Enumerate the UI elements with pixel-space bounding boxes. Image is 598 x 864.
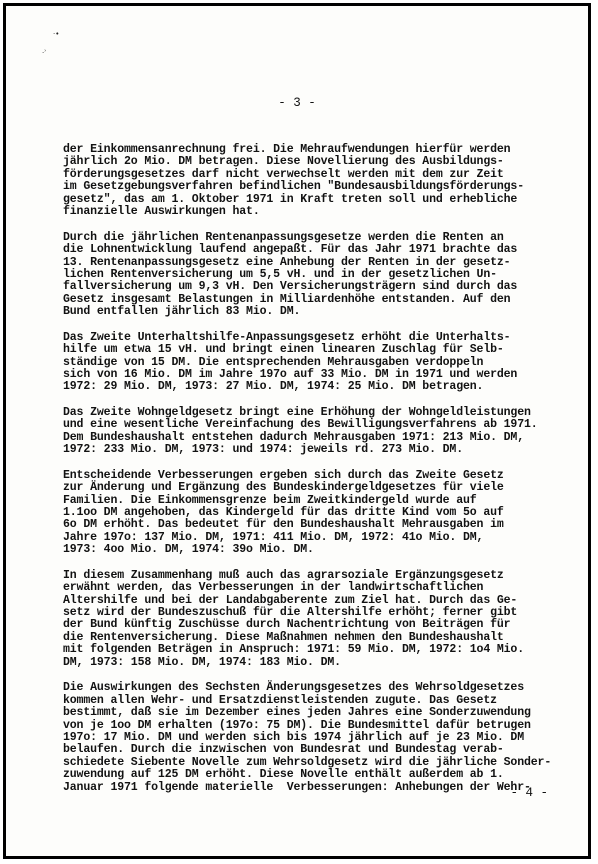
text-line: mit folgenden Beträgen in Anspruch: 1971: 59 Mio. DM, 1972: 1o4 Mio. — [63, 643, 524, 657]
scan-speck: ·ʾ — [42, 49, 47, 57]
text-line: 13. Rentenanpassungsgesetz eine Anhebung der Renten in der gesetz- — [63, 255, 511, 269]
paragraph — [63, 470, 578, 557]
page-number: - 3 - — [278, 96, 316, 110]
paragraph — [63, 570, 578, 670]
text-line: der Einkommensanrechnung frei. Die Mehraufwendungen hierfür werden — [63, 143, 511, 156]
paragraph — [63, 232, 578, 319]
text-line: 6o DM erhöht. Das bedeutet für den Bundeshaushalt Mehrausgaben im — [63, 518, 504, 532]
document-page — [3, 3, 591, 859]
text-line: 1.1oo DM angehoben, das Kindergeld für das dritte Kind vom 5o auf — [63, 505, 504, 519]
next-page-indicator: - 4 - — [510, 786, 548, 800]
text-line: fallversicherung um 9,3 vH. Den Versicherungsträgern sind durch das — [63, 280, 518, 294]
text-line: DM, 1973: 158 Mio. DM, 1974: 183 Mio. DM. — [63, 655, 341, 669]
text-line: 197o: 17 Mio. DM und werden sich bis 1974 jährlich auf je 23 Mio. DM — [63, 730, 524, 744]
document-body — [63, 144, 578, 807]
text-line: förderungsgesetzes darf nicht verwechselt werden mit dem zur Zeit — [63, 167, 504, 181]
text-line: In diesem Zusammenhang muß auch das agrarsoziale Ergänzungsgesetz — [63, 568, 504, 582]
paragraph — [63, 144, 578, 219]
text-line: 1973: 4oo Mio. DM, 1974: 39o Mio. DM. — [63, 543, 314, 557]
text-line: 1972: 233 Mio. DM, 1973: und 1974: jeweils rd. 273 Mio. DM. — [63, 443, 463, 457]
text-line: bestimmt, daß sie im Dezember eines jeden Jahres eine Sonderzuwendung — [63, 706, 531, 720]
text-line: die Lohnentwicklung laufend angepaßt. Für das Jahr 1971 brachte das — [63, 243, 518, 257]
text-line: ständige von 15 DM. Die entsprechenden Mehrausgaben verdoppeln — [63, 355, 484, 369]
paragraph — [63, 332, 578, 394]
text-line: die Rentenversicherung. Diese Maßnahmen nehmen den Bundeshaushalt — [63, 630, 504, 644]
text-line: Das Zweite Unterhaltshilfe-Anpassungsgesetz erhöht die Unterhalts- — [63, 330, 511, 344]
text-line: jährlich 2o Mio. DM betragen. Diese Novellierung des Ausbildungs- — [63, 155, 504, 169]
text-line: Entscheidende Verbesserungen ergeben sich durch das Zweite Gesetz — [63, 468, 504, 482]
text-line: der Bund künftig Zuschüsse durch Nachentrichtung von Beiträgen für — [63, 618, 511, 632]
text-line: im Gesetzgebungsverfahren befindlichen "Bundesausbildungsförderungs- — [63, 180, 524, 194]
text-line: schiedete Siebente Novelle zum Wehrsoldgesetz wird die jährliche Sonder- — [63, 755, 552, 769]
paragraph — [63, 682, 578, 794]
text-line: kommen allen Wehr- und Ersatzdienstleistenden zugute. Das Gesetz — [63, 693, 497, 707]
text-line: Januar 1971 folgende materielle Verbesserungen: Anhebungen der Wehr- — [63, 780, 531, 794]
text-line: 1972: 29 Mio. DM, 1973: 27 Mio. DM, 1974: 25 Mio. DM betragen. — [63, 380, 484, 394]
text-line: Bund entfallen jährlich 83 Mio. DM. — [63, 305, 301, 319]
text-line: hilfe um etwa 15 vH. und bringt einen linearen Zuschlag für Selb- — [63, 343, 504, 357]
text-line: Altershilfe und bei der Landabgaberente zum Ziel hat. Durch das Ge- — [63, 593, 518, 607]
text-line: sich von 16 Mio. DM im Jahre 197o auf 33 Mio. DM in 1971 und werden — [63, 368, 518, 381]
text-line: Durch die jährlichen Rentenanpassungsgesetze werden die Renten an — [63, 230, 504, 244]
text-line: Gesetz insgesamt Belastungen in Milliardenhöhe entstanden. Auf den — [63, 292, 511, 306]
text-line: zuwendung auf 125 DM erhöht. Diese Novelle enthält außerdem ab 1. — [63, 768, 504, 782]
text-line: finanzielle Auswirkungen hat. — [63, 205, 260, 219]
text-line: zur Änderung und Ergänzung des Bundeskindergeldgesetzes für viele — [63, 481, 504, 495]
text-line: erwähnt werden, das Verbesserungen in der landwirtschaftlichen — [63, 581, 484, 595]
text-line: setz wird der Bundeszuschuß für die Altershilfe erhöht; ferner gibt — [63, 606, 518, 619]
text-line: von je 1oo DM erhalten (197o: 75 DM). Die Bundesmittel dafür betrugen — [63, 718, 531, 732]
text-line: gesetz", das am 1. Oktober 1971 in Kraft treten soll und erhebliche — [63, 192, 518, 206]
scan-speck: ·• — [53, 30, 60, 38]
text-line: und eine wesentliche Vereinfachung des Bewilligungsverfahrens ab 1971. — [63, 418, 538, 432]
text-line: Die Auswirkungen des Sechsten Änderungsgesetzes des Wehrsoldgesetzes — [63, 681, 524, 695]
text-line: Familien. Die Einkommensgrenze beim Zweitkindergeld wurde auf — [63, 493, 477, 507]
text-line: Dem Bundeshaushalt entstehen dadurch Mehrausgaben 1971: 213 Mio. DM, — [63, 430, 524, 444]
text-line: Das Zweite Wohngeldgesetz bringt eine Erhöhung der Wohngeldleistungen — [63, 405, 531, 419]
text-line: lichen Rentenversicherung um 5,5 vH. und in der gesetzlichen Un- — [63, 267, 497, 281]
paragraph — [63, 407, 578, 457]
text-line: belaufen. Durch die inzwischen von Bundesrat und Bundestag verab- — [63, 743, 504, 757]
text-line: Jahre 197o: 137 Mio. DM, 1971: 411 Mio. DM, 1972: 41o Mio. DM, — [63, 530, 484, 544]
